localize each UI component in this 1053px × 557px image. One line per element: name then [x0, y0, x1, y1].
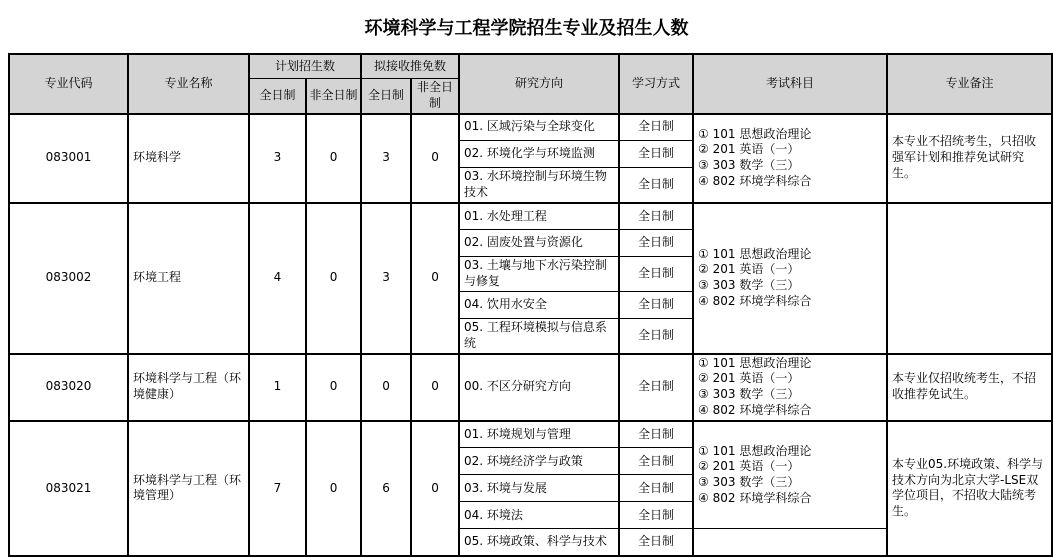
exam-subject-line: ④ 802 环境学科综合 — [698, 491, 812, 506]
planned-part-time-count: 0 — [306, 421, 361, 556]
program-subrow — [9, 114, 1052, 141]
program-name: 环境科学与工程（环境管理） — [128, 421, 249, 556]
program-code: 083020 — [9, 354, 128, 421]
program-name: 环境科学与工程（环境健康） — [128, 354, 249, 421]
exam-subject-line: ④ 802 环境学科综合 — [698, 294, 812, 309]
exam-subjects-cell — [693, 354, 887, 421]
planned-full-time-count: 3 — [249, 114, 306, 203]
exam-subject-line: ① 101 思想政治理论 — [698, 246, 812, 261]
program-name: 环境科学 — [128, 114, 249, 203]
header-row-top — [9, 54, 1052, 79]
program-code: 083001 — [9, 114, 128, 203]
header-study-mode: 学习方式 — [619, 54, 693, 114]
study-mode-value: 全日制 — [619, 529, 693, 556]
research-direction: 04. 环境法 — [459, 502, 619, 529]
research-direction: 03. 土壤与地下水污染控制与修复 — [459, 257, 619, 292]
research-direction: 04. 饮用水安全 — [459, 291, 619, 318]
header-exempt-group: 拟接收推免数 — [361, 54, 459, 79]
research-direction: 01. 区域污染与全球变化 — [459, 114, 619, 141]
header-exempt-full-time: 全日制 — [361, 79, 411, 114]
planned-part-time-count: 0 — [306, 354, 361, 421]
exempt-full-time-count: 3 — [361, 114, 411, 203]
exam-subject-line: ③ 303 数学（三） — [698, 278, 800, 293]
exam-subject-line: ④ 802 环境学科综合 — [698, 403, 812, 418]
header-planned-part-time: 非全日制 — [306, 79, 361, 114]
exam-subject-line: ④ 802 环境学科综合 — [698, 174, 812, 189]
research-direction: 02. 固废处置与资源化 — [459, 230, 619, 257]
program-remarks: 本专业05.环境政策、科学与技术方向为北京大学-LSE双学位项目，不招收大陆统考生。 — [887, 421, 1052, 556]
exam-subject-line: ① 101 思想政治理论 — [698, 126, 812, 141]
table-body — [9, 114, 1052, 556]
program-subrow — [9, 354, 1052, 421]
page-title: 环境科学与工程学院招生专业及招生人数 — [364, 18, 689, 39]
header-direction: 研究方向 — [459, 54, 619, 114]
exempt-part-time-count: 0 — [411, 354, 459, 421]
exam-subject-line: ② 201 英语（一） — [698, 142, 800, 157]
study-mode-value: 全日制 — [619, 448, 693, 475]
exam-subjects-cell — [693, 114, 887, 203]
study-mode-value: 全日制 — [619, 318, 693, 353]
exempt-part-time-count: 0 — [411, 203, 459, 354]
research-direction: 03. 水环境控制与环境生物技术 — [459, 168, 619, 203]
exam-subject-line: ① 101 思想政治理论 — [698, 355, 812, 370]
exam-subjects-cell — [693, 203, 887, 354]
study-mode-value: 全日制 — [619, 141, 693, 168]
study-mode-value: 全日制 — [619, 203, 693, 230]
study-mode-value: 全日制 — [619, 114, 693, 141]
table-header — [9, 54, 1052, 114]
research-direction: 02. 环境经济学与政策 — [459, 448, 619, 475]
program-name: 环境工程 — [128, 203, 249, 354]
exempt-full-time-count: 0 — [361, 354, 411, 421]
admissions-table — [8, 53, 1053, 557]
exam-subjects-cell — [693, 421, 887, 529]
study-mode-value: 全日制 — [619, 257, 693, 292]
planned-full-time-count: 7 — [249, 421, 306, 556]
study-mode-value: 全日制 — [619, 168, 693, 203]
exam-subject-line: ③ 303 数学（三） — [698, 475, 800, 490]
exam-subject-line: ② 201 英语（一） — [698, 459, 800, 474]
exempt-full-time-count: 3 — [361, 203, 411, 354]
exam-subjects-empty-cell — [693, 529, 887, 556]
planned-part-time-count: 0 — [306, 203, 361, 354]
exam-subject-line: ② 201 英语（一） — [698, 262, 800, 277]
planned-full-time-count: 1 — [249, 354, 306, 421]
research-direction: 05. 环境政策、科学与技术 — [459, 529, 619, 556]
planned-part-time-count: 0 — [306, 114, 361, 203]
research-direction: 00. 不区分研究方向 — [459, 354, 619, 421]
study-mode-value: 全日制 — [619, 475, 693, 502]
program-remarks: 本专业不招统考生，只招收强军计划和推荐免试研究生。 — [887, 114, 1052, 203]
research-direction: 01. 环境规划与管理 — [459, 421, 619, 448]
program-subrow — [9, 421, 1052, 448]
exam-subject-line: ② 201 英语（一） — [698, 371, 800, 386]
header-remarks: 专业备注 — [887, 54, 1052, 114]
study-mode-value: 全日制 — [619, 230, 693, 257]
header-exam-subjects: 考试科目 — [693, 54, 887, 114]
header-planned-full-time: 全日制 — [249, 79, 306, 114]
study-mode-value: 全日制 — [619, 354, 693, 421]
study-mode-value: 全日制 — [619, 421, 693, 448]
exempt-part-time-count: 0 — [411, 421, 459, 556]
header-name: 专业名称 — [128, 54, 249, 114]
exempt-full-time-count: 6 — [361, 421, 411, 556]
program-remarks: 本专业仅招收统考生，不招收推荐免试生。 — [887, 354, 1052, 421]
study-mode-value: 全日制 — [619, 291, 693, 318]
exam-subject-line: ③ 303 数学（三） — [698, 387, 800, 402]
header-code: 专业代码 — [9, 54, 128, 114]
header-exempt-part-time: 非全日制 — [411, 79, 459, 114]
exam-subject-line: ① 101 思想政治理论 — [698, 443, 812, 458]
exempt-part-time-count: 0 — [411, 114, 459, 203]
program-code: 083021 — [9, 421, 128, 556]
research-direction: 01. 水处理工程 — [459, 203, 619, 230]
exam-subject-line: ③ 303 数学（三） — [698, 158, 800, 173]
program-subrow — [9, 203, 1052, 230]
program-code: 083002 — [9, 203, 128, 354]
research-direction: 03. 环境与发展 — [459, 475, 619, 502]
planned-full-time-count: 4 — [249, 203, 306, 354]
study-mode-value: 全日制 — [619, 502, 693, 529]
header-planned-group: 计划招生数 — [249, 54, 361, 79]
program-remarks — [887, 203, 1052, 354]
research-direction: 02. 环境化学与环境监测 — [459, 141, 619, 168]
research-direction: 05. 工程环境模拟与信息系统 — [459, 318, 619, 353]
